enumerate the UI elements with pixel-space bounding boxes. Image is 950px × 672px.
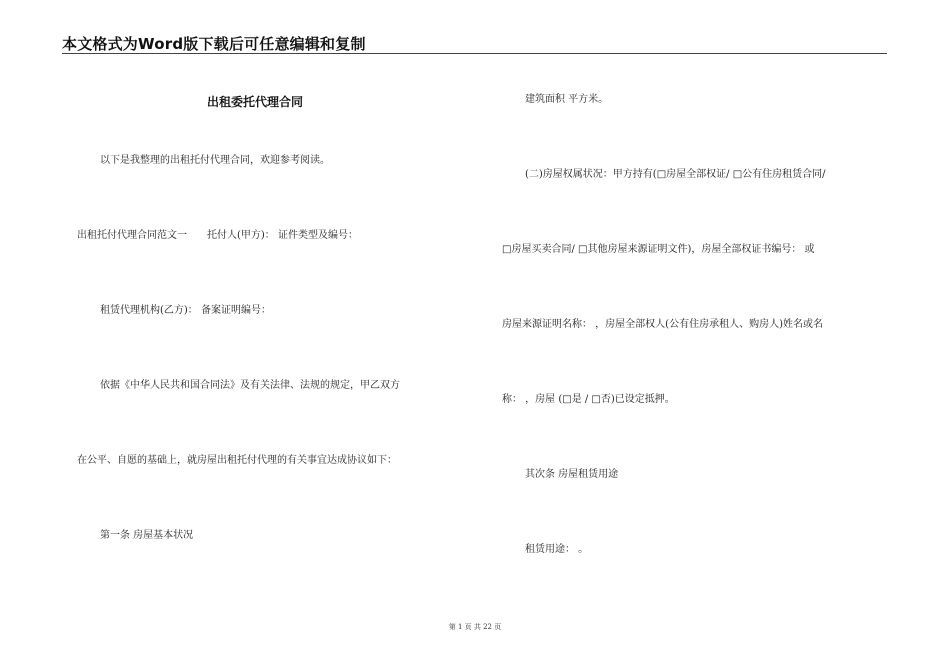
header-banner: 本文格式为Word版下载后可任意编辑和复制 xyxy=(62,35,366,53)
right-paragraph-usage: 租赁用途： 。 xyxy=(525,544,589,555)
right-paragraph-ownership: (二)房屋权属状况：甲方持有(□房屋全部权证/ □公有住房租赁合同/ xyxy=(525,169,826,180)
document-title: 出租委托代理合同 xyxy=(207,95,304,109)
left-paragraph-basis: 依据《中华人民共和国合同法》及有关法律、法规的规定，甲乙双方 xyxy=(100,380,400,391)
left-paragraph-parties: 出租托付代理合同范文一 托付人(甲方)： 证件类型及编号： xyxy=(77,230,358,241)
left-paragraph-agency: 租赁代理机构(乙方)： 备案证明编号： xyxy=(100,305,271,316)
left-paragraph-agreement: 在公平、自愿的基础上，就房屋出租托付代理的有关事宜达成协议如下： xyxy=(77,455,397,466)
page-footer: 第 1 页 共 22 页 xyxy=(448,623,502,631)
header-divider xyxy=(62,53,887,54)
right-paragraph-owner-name: 房屋来源证明名称： ，房屋全部权人(公有住房承租人、购房人)姓名或名 xyxy=(502,319,823,330)
right-section-heading-2: 其次条 房屋租赁用途 xyxy=(525,469,619,480)
left-section-heading-1: 第一条 房屋基本状况 xyxy=(100,530,194,541)
right-paragraph-documents: □房屋买卖合同/ □其他房屋来源证明文件)，房屋全部权证书编号： 或 xyxy=(502,244,815,255)
right-paragraph-mortgage: 称： ，房屋 (□是 / □否)已设定抵押。 xyxy=(502,394,675,405)
right-paragraph-area: 建筑面积 平方米。 xyxy=(525,94,609,105)
left-paragraph-intro: 以下是我整理的出租托付代理合同，欢迎参考阅读。 xyxy=(100,155,330,166)
